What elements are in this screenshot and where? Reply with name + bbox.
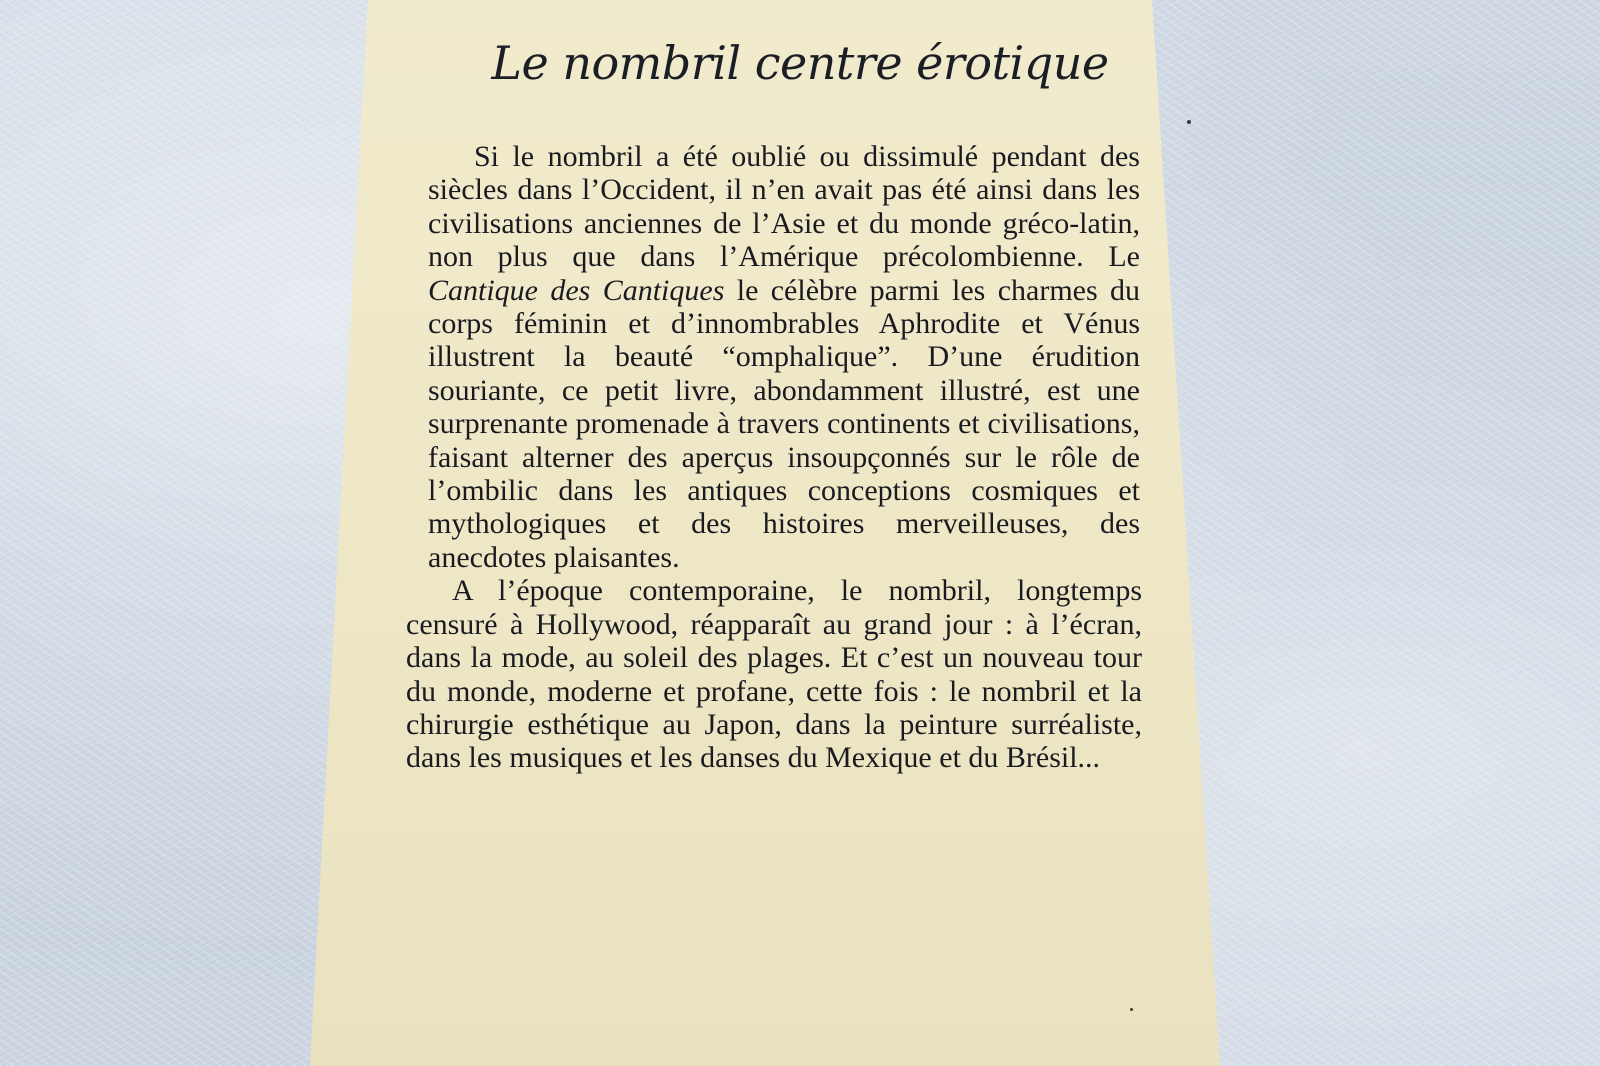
- paper-speck: [1187, 120, 1191, 124]
- page-title: Le nombril centre érotique: [491, 36, 1109, 90]
- body-text: [398, 140, 1142, 775]
- book-title-italic: Cantique des Cantiques: [428, 273, 725, 307]
- paragraph-1: [398, 140, 1142, 574]
- paragraph-1-text-start: Si le nombril a été oublié ou dissimulé pendant des siècles dans l’Occident, il n’en avait pas été ainsi dans les civilisations anciennes de l’Asie et du monde gréco-latin, non plus que dans l’Amérique précolombienne. Le: [428, 140, 1140, 274]
- paragraph-1-text-end: le célèbre parmi les charmes du corps féminin et d’innombrables Aphrodite et Vénus illustrent la beauté “omphalique”. D’une érudition souriante, ce petit livre, abondamment illustré, est une surprenante promenade à travers continents et civilisations, faisant alterner des aperçus insoupçonnés sur le rôle de l’ombilic dans les antiques conceptions cosmiques et mythologiques et des histoires merveilleuses, des anecdotes plaisantes.: [428, 273, 1141, 574]
- paper-speck: [1130, 1008, 1133, 1011]
- paragraph-2: A l’époque contemporaine, le nombril, longtemps censuré à Hollywood, réapparaît au grand jour : à l’écran, dans la mode, au soleil des plages. Et c’est un nouveau tour du monde, moderne et profane, cette fois : le nombril et la chirurgie esthétique au Japon, dans la peinture surréaliste, dans les musiques et les danses du Mexique et du Brésil...: [406, 574, 1142, 775]
